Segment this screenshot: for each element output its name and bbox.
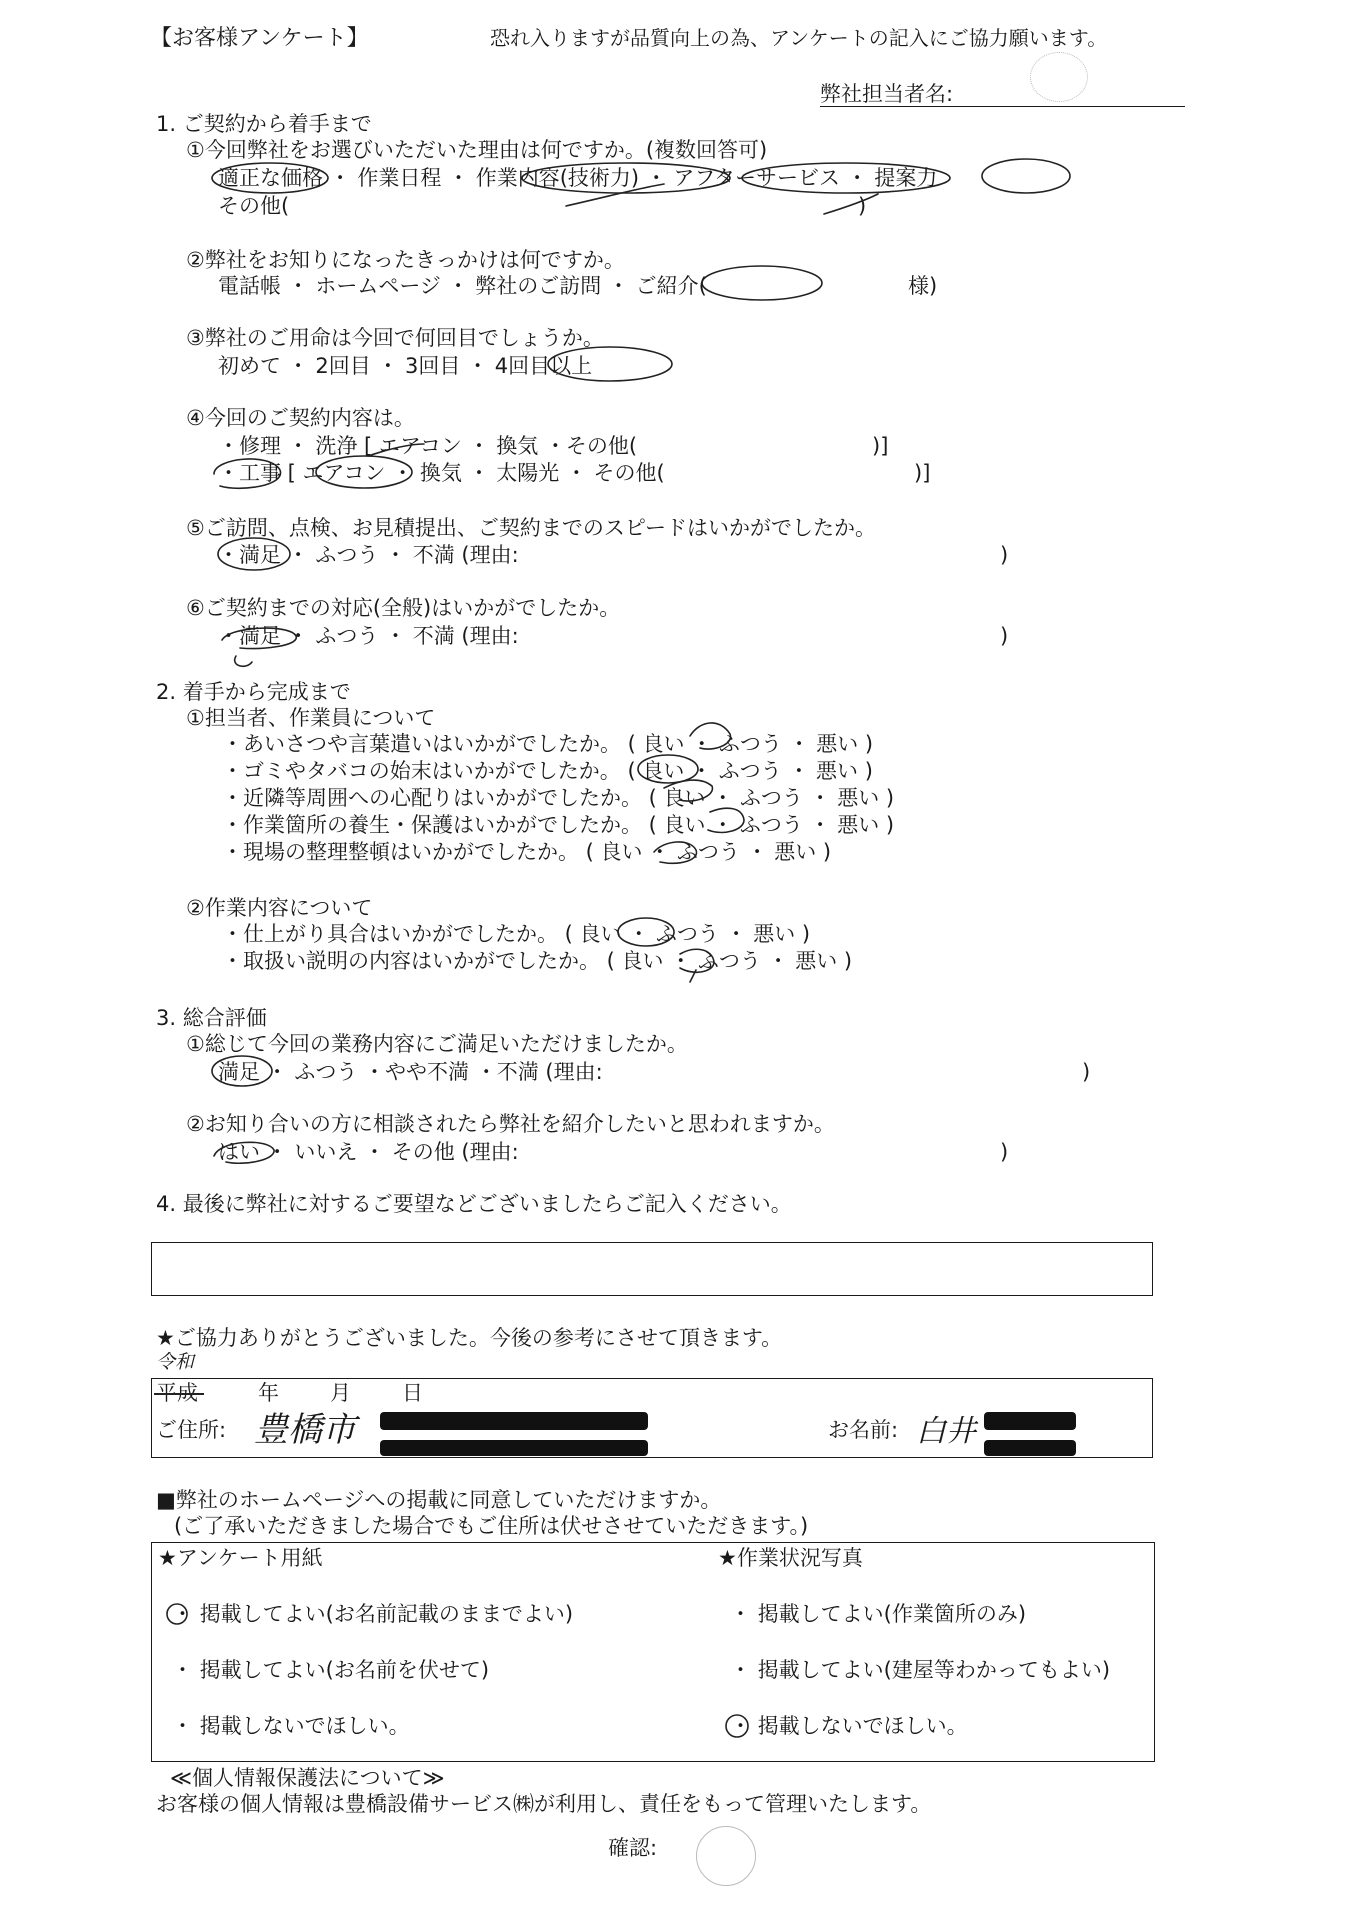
q3-2-question: ②お知り合いの方に相談されたら弊社を紹介したいと思われますか。: [186, 1112, 835, 1136]
q1-1-options: 適正な価格 ・ 作業日程 ・ 作業内容(技術力) ・ アフターサービス ・ 提案力: [218, 166, 938, 190]
q1-1-other-close: ): [858, 194, 867, 218]
circle-mark-referral: [702, 266, 822, 300]
q1-2-suffix: 様): [908, 274, 938, 298]
circle-mark-proposal: [982, 159, 1070, 193]
address-redaction-1: [380, 1412, 648, 1430]
q2-1-item-tidiness: ・現場の整理整頓はいかがでしたか。 ( 良い ・ ふつう ・ 悪い ): [222, 840, 832, 864]
survey-title: 【お客様アンケート】: [150, 26, 369, 51]
q1-5-close: ): [1000, 543, 1009, 567]
q1-5-question: ⑤ご訪問、点検、お見積提出、ご契約までのスピードはいかがでしたか。: [186, 516, 876, 540]
address-handwritten: 豊橋市: [254, 1410, 356, 1450]
consent-note: (ご了承いただきました場合でもご住所は伏せさせていただきます。): [174, 1514, 809, 1538]
date-month-label: 月: [330, 1381, 351, 1405]
confirm-label: 確認:: [608, 1836, 658, 1860]
q1-4-question: ④今回のご契約内容は。: [186, 406, 415, 430]
address-label: ご住所:: [156, 1418, 227, 1442]
consent-survey-option-with-name[interactable]: ・ 掲載してよい(お名前記載のままでよい): [172, 1602, 574, 1626]
consent-survey-option-anonymous[interactable]: ・ 掲載してよい(お名前を伏せて): [172, 1658, 490, 1682]
section4-heading: 4. 最後に弊社に対するご要望などございましたらご記入ください。: [156, 1192, 792, 1216]
q1-6-options: ・満足 ・ ふつう ・ 不満 (理由:: [218, 624, 519, 648]
q1-3-question: ③弊社のご用命は今回で何回目でしょうか。: [186, 326, 604, 350]
era-printed-heisei: 平成: [156, 1381, 198, 1405]
consent-photo-option-building[interactable]: ・ 掲載してよい(建屋等わかってもよい): [730, 1658, 1111, 1682]
privacy-title: ≪個人情報保護法について≫: [170, 1766, 445, 1790]
q3-2-options: はい ・ いいえ ・ その他 (理由:: [218, 1140, 519, 1164]
consent-survey-title: ★アンケート用紙: [158, 1546, 323, 1570]
q2-2-item-explanation: ・取扱い説明の内容はいかがでしたか。 ( 良い ・ ふつう ・ 悪い ): [222, 949, 853, 973]
q3-1-close: ): [1082, 1060, 1091, 1084]
section3-heading: 3. 総合評価: [156, 1006, 267, 1030]
q1-6-close: ): [1000, 624, 1009, 648]
q2-1-item-protection: ・作業箇所の養生・保護はいかがでしたか。 ( 良い ・ ふつう ・ 悪い ): [222, 813, 895, 837]
name-handwritten: 白井: [916, 1414, 976, 1449]
name-redaction-2: [984, 1440, 1076, 1456]
pen-stroke-2: [824, 194, 878, 214]
pen-stroke-4: [235, 656, 252, 666]
survey-request: 恐れ入りますが品質向上の為、アンケートの記入にご協力願います。: [490, 26, 1108, 50]
consent-survey-option-no[interactable]: ・ 掲載しないでほしい。: [172, 1714, 410, 1738]
name-redaction-1: [984, 1412, 1076, 1430]
q1-3-options: 初めて ・ 2回目 ・ 3回目 ・ 4回目以上: [218, 354, 593, 378]
privacy-text: お客様の個人情報は豊橋設備サービス㈱が利用し、責任をもって管理いたします。: [156, 1792, 932, 1816]
confirm-stamp-circle: [696, 1826, 756, 1886]
staff-stamp-circle: [1030, 52, 1088, 102]
date-day-label: 日: [402, 1381, 423, 1405]
q2-2-title: ②作業内容について: [186, 896, 373, 920]
address-redaction-2: [380, 1440, 648, 1456]
q1-2-options: 電話帳 ・ ホームページ ・ 弊社のご訪問 ・ ご紹介(: [218, 274, 707, 298]
q2-1-item-trash: ・ゴミやタバコの始末はいかがでしたか。 ( 良い ・ ふつう ・ 悪い ): [222, 759, 873, 783]
section2-heading: 2. 着手から完成まで: [156, 680, 351, 704]
q1-6-question: ⑥ご契約までの対応(全般)はいかがでしたか。: [186, 596, 621, 620]
q3-1-question: ①総じて今回の業務内容にご満足いただけましたか。: [186, 1032, 688, 1056]
q3-2-close: ): [1000, 1140, 1009, 1164]
q2-1-title: ①担当者、作業員について: [186, 706, 436, 730]
q1-1-question: ①今回弊社をお選びいただいた理由は何ですか。(複数回答可): [186, 138, 768, 162]
staff-name-label: 弊社担当者名:: [820, 82, 954, 106]
staff-name-line: [820, 106, 1185, 107]
q1-4-line2: ・工事 [ エアコン ・ 換気 ・ 太陽光 ・ その他(: [218, 461, 665, 485]
date-year-label: 年: [258, 1381, 279, 1405]
q2-1-item-greeting: ・あいさつや言葉遣いはいかがでしたか。 ( 良い ・ ふつう ・ 悪い ): [222, 732, 874, 756]
consent-question: ■弊社のホームページへの掲載に同意していただけますか。: [156, 1488, 722, 1512]
q1-4-line1-close: )]: [872, 434, 889, 458]
era-handwritten-reiwa: 令和: [156, 1351, 195, 1373]
consent-photo-option-area-only[interactable]: ・ 掲載してよい(作業箇所のみ): [730, 1602, 1027, 1626]
request-comment-box[interactable]: [151, 1242, 1153, 1296]
q2-1-item-neighbors: ・近隣等周囲への心配りはいかがでしたか。 ( 良い ・ ふつう ・ 悪い ): [222, 786, 895, 810]
q1-2-question: ②弊社をお知りになったきっかけは何ですか。: [186, 248, 625, 272]
q2-2-item-finish: ・仕上がり具合はいかがでしたか。 ( 良い ・ ふつう ・ 悪い ): [222, 922, 811, 946]
thanks-message: ★ご協力ありがとうございました。今後の参考にさせて頂きます。: [156, 1326, 783, 1350]
section1-heading: 1. ご契約から着手まで: [156, 112, 372, 136]
q1-4-line2-close: )]: [914, 461, 931, 485]
q1-1-other: その他(: [218, 194, 290, 218]
consent-photo-option-no[interactable]: ・ 掲載しないでほしい。: [730, 1714, 968, 1738]
name-label: お名前:: [828, 1418, 899, 1442]
q3-1-options: 満足 ・ ふつう ・やや不満 ・不満 (理由:: [218, 1060, 603, 1084]
consent-photo-title: ★作業状況写真: [718, 1546, 863, 1570]
q1-4-line1: ・修理 ・ 洗浄 [ エアコン ・ 換気 ・その他(: [218, 434, 638, 458]
q1-5-options: ・満足 ・ ふつう ・ 不満 (理由:: [218, 543, 519, 567]
